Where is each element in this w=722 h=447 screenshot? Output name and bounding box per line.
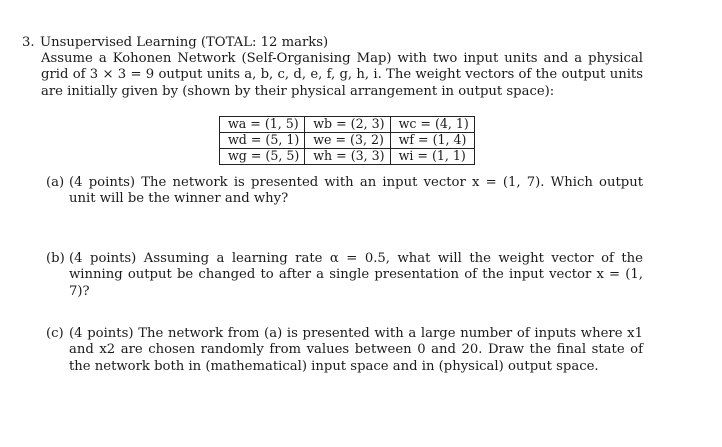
weight-cell: we = (3, 2)	[305, 133, 390, 149]
weight-cell: wf = (1, 4)	[390, 133, 474, 149]
part-a-text: (4 points) The network is presented with an input vector x = (1, 7). Which output unit will be the winner and why?	[69, 175, 643, 207]
part-c-label: (c)	[46, 326, 64, 341]
weight-cell: wh = (3, 3)	[305, 149, 390, 165]
weight-cell: wa = (1, 5)	[220, 117, 305, 133]
weight-cell: wc = (4, 1)	[390, 117, 474, 133]
weights-row	[220, 133, 475, 149]
part-b	[46, 251, 643, 300]
weight-cell: wb = (2, 3)	[305, 117, 390, 133]
part-a	[46, 175, 643, 208]
part-a-label: (a)	[46, 175, 65, 190]
part-b-label: (b)	[46, 251, 65, 266]
weights-table	[219, 116, 475, 165]
weight-cell: wi = (1, 1)	[390, 149, 474, 165]
weight-cell: wg = (5, 5)	[220, 149, 305, 165]
part-c	[46, 326, 643, 375]
question-heading	[22, 35, 662, 51]
weights-row	[220, 117, 475, 133]
weights-row	[220, 149, 475, 165]
question-title: Unsupervised Learning (TOTAL: 12 marks)	[40, 35, 329, 50]
question-number: 3.	[22, 35, 35, 50]
question-intro: Assume a Kohonen Network (Self-Organising Map) with two input units and a physical grid of 3 × 3 = 9 output units a, b, c, d, e, f, g, h, i. The weight vectors of the output units are initially given by (shown by their physical arrangement in output space):	[41, 51, 643, 99]
part-b-text: (4 points) Assuming a learning rate α = 0.5, what will the weight vector of the winning output be changed to after a single presentation of the input vector x = (1, 7)?	[69, 251, 643, 299]
part-c-text: (4 points) The network from (a) is presented with a large number of inputs where x1 and x2 are chosen randomly from values between 0 and 20. Draw the final state of the network both in (mathematical) input space and in (physical) output space.	[69, 326, 643, 374]
weight-cell: wd = (5, 1)	[220, 133, 305, 149]
